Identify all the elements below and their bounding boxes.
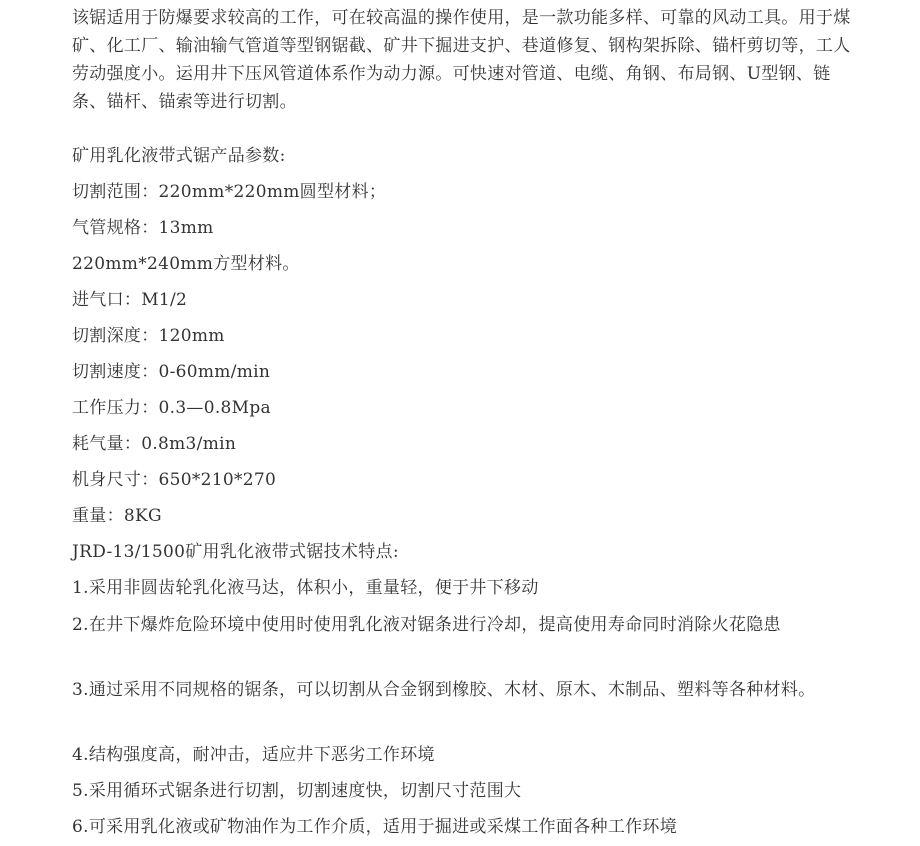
feature-item: 2.在井下爆炸危险环境中使用时使用乳化液对锯条进行冷却，提高使用寿命同时消除火花隐患 — [72, 615, 781, 635]
feature-item: 3.通过采用不同规格的锯条，可以切割从合金钢到橡胶、木材、原木、木制品、塑料等各种材料。 — [72, 680, 816, 700]
param-air-inlet: 进气口：M1/2 — [72, 290, 188, 310]
param-air-consumption: 耗气量：0.8m3/min — [72, 434, 237, 454]
feature-item: 1.采用非圆齿轮乳化液马达，体积小，重量轻，便于井下移动 — [72, 578, 539, 598]
param-working-pressure: 工作压力：0.3—0.8Mpa — [72, 398, 271, 418]
param-body-size: 机身尺寸：650*210*270 — [72, 470, 277, 490]
intro-paragraph: 该锯适用于防爆要求较高的工作，可在较高温的操作使用，是一款功能多样、可靠的风动工具。用于煤矿、化工厂、输油输气管道等型钢锯截、矿井下掘进支护、巷道修复、钢构架拆除、锚杆剪切等，工人劳动强度小。运用井下压风管道体系作为动力源。可快速对管道、电缆、角钢、布局钢、U型钢、链条、锚杆、锚索等进行切割。 — [72, 8, 851, 112]
param-square-material: 220mm*240mm方型材料。 — [72, 254, 300, 274]
param-cutting-depth: 切割深度：120mm — [72, 326, 225, 346]
param-hose-spec: 气管规格：13mm — [72, 218, 214, 238]
features-heading: JRD-13/1500矿用乳化液带式锯技术特点: — [72, 542, 399, 562]
param-cutting-speed: 切割速度：0-60mm/min — [72, 362, 271, 382]
feature-item: 6.可采用乳化液或矿物油作为工作介质，适用于掘进或采煤工作面各种工作环境 — [72, 817, 678, 837]
param-cutting-range: 切割范围：220mm*220mm圆型材料； — [72, 182, 387, 202]
feature-item: 4.结构强度高，耐冲击，适应井下恶劣工作环境 — [72, 745, 435, 765]
feature-item: 5.采用循环式锯条进行切割，切割速度快，切割尺寸范围大 — [72, 781, 522, 801]
param-weight: 重量：8KG — [72, 506, 162, 526]
params-heading: 矿用乳化液带式锯产品参数: — [72, 146, 286, 166]
